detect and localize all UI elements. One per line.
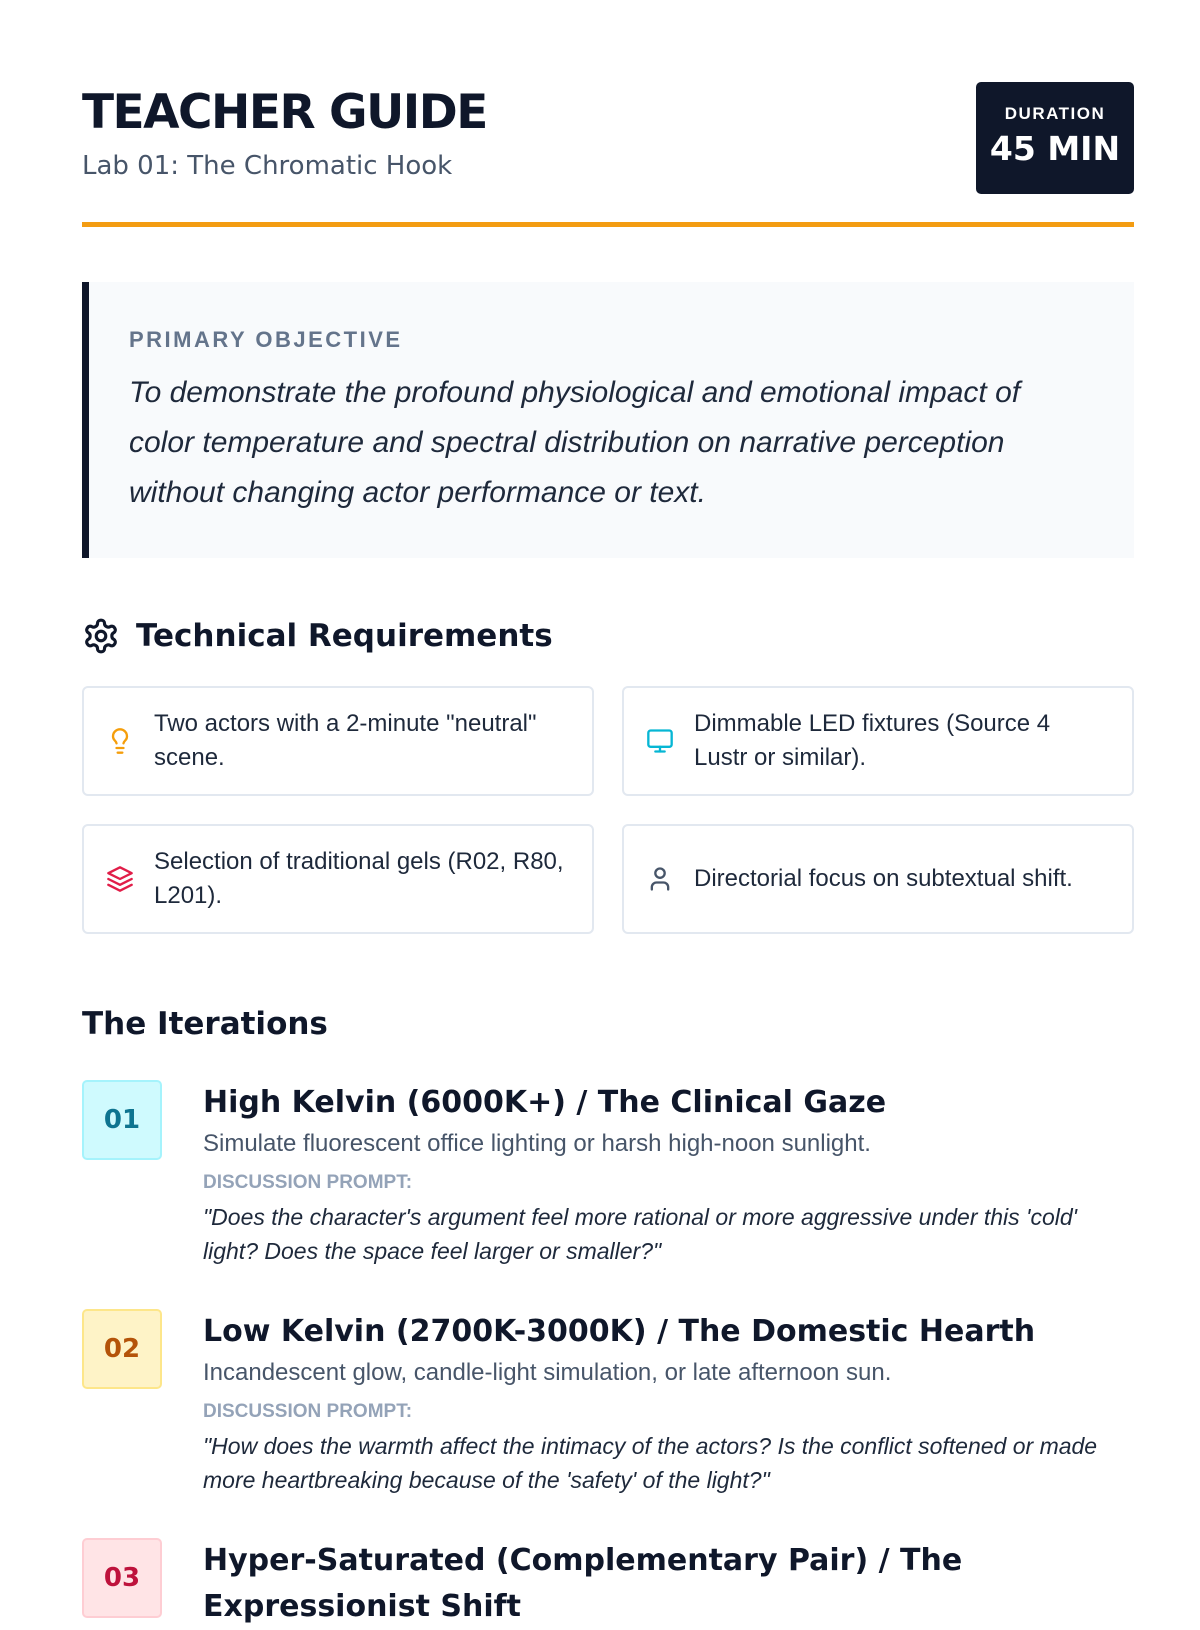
technical-requirements-heading: [82, 616, 553, 656]
requirement-text: Directorial focus on subtextual shift.: [694, 865, 1073, 892]
layers-icon: [106, 865, 134, 893]
iteration-title: Hyper-Saturated (Complementary Pair) / The Expressionist Shift: [203, 1543, 963, 1624]
duration-badge: [976, 82, 1134, 194]
requirement-card: [622, 824, 1134, 934]
lab-subtitle: Lab 01: The Chromatic Hook: [82, 151, 453, 181]
iteration-description: Incandescent glow, candle-light simulation, or late afternoon sun.: [203, 1359, 892, 1386]
duration-label: DURATION: [1004, 104, 1106, 123]
requirement-text: Selection of traditional gels (R02, R80, L201).: [154, 848, 564, 909]
page-title: TEACHER GUIDE: [82, 85, 487, 140]
primary-objective-callout: [82, 282, 1134, 558]
objective-label: PRIMARY OBJECTIVE: [129, 327, 403, 352]
duration-value: 45 MIN: [989, 129, 1121, 168]
discussion-prompt-label: DISCUSSION PROMPT:: [203, 1401, 413, 1422]
requirement-card: [82, 686, 594, 796]
iterations-title: The Iterations: [82, 1006, 328, 1042]
user-icon: [646, 865, 674, 893]
technical-requirements-title: Technical Requirements: [136, 618, 553, 654]
requirement-text: Two actors with a 2-minute "neutral" scene.: [154, 710, 537, 771]
guide-header: [82, 0, 1134, 227]
gear-icon: [82, 617, 120, 655]
requirement-card: [622, 686, 1134, 796]
iterations-heading: [82, 1004, 328, 1044]
discussion-prompt-label: DISCUSSION PROMPT:: [203, 1172, 413, 1193]
iteration-number-badge: 02: [82, 1309, 162, 1389]
objective-text: To demonstrate the profound physiological and emotional impact of color temperature and spectral distribution on narrative perception without changing actor performance or text.: [129, 376, 1021, 509]
discussion-prompt-text: "How does the warmth affect the intimacy of the actors? Is the conflict softened or made more heartbreaking because of the 'safety' of the light?": [203, 1433, 1098, 1493]
iteration-description: Simulate fluorescent office lighting or harsh high-noon sunlight.: [203, 1130, 871, 1157]
iteration-number-badge: 01: [82, 1080, 162, 1160]
iteration-title: High Kelvin (6000K+) / The Clinical Gaze: [203, 1085, 887, 1120]
teacher-guide-page: [82, 0, 1134, 1624]
iteration-title: Low Kelvin (2700K-3000K) / The Domestic Hearth: [203, 1314, 1036, 1349]
requirement-card: [82, 824, 594, 934]
iteration-number-badge: 03: [82, 1538, 162, 1618]
discussion-prompt-text: "Does the character's argument feel more rational or more aggressive under this 'cold' light? Does the space feel larger or smaller?": [203, 1204, 1078, 1264]
monitor-icon: [646, 727, 674, 755]
requirement-text: Dimmable LED fixtures (Source 4 Lustr or similar).: [694, 710, 1051, 771]
lightbulb-icon: [106, 727, 134, 755]
